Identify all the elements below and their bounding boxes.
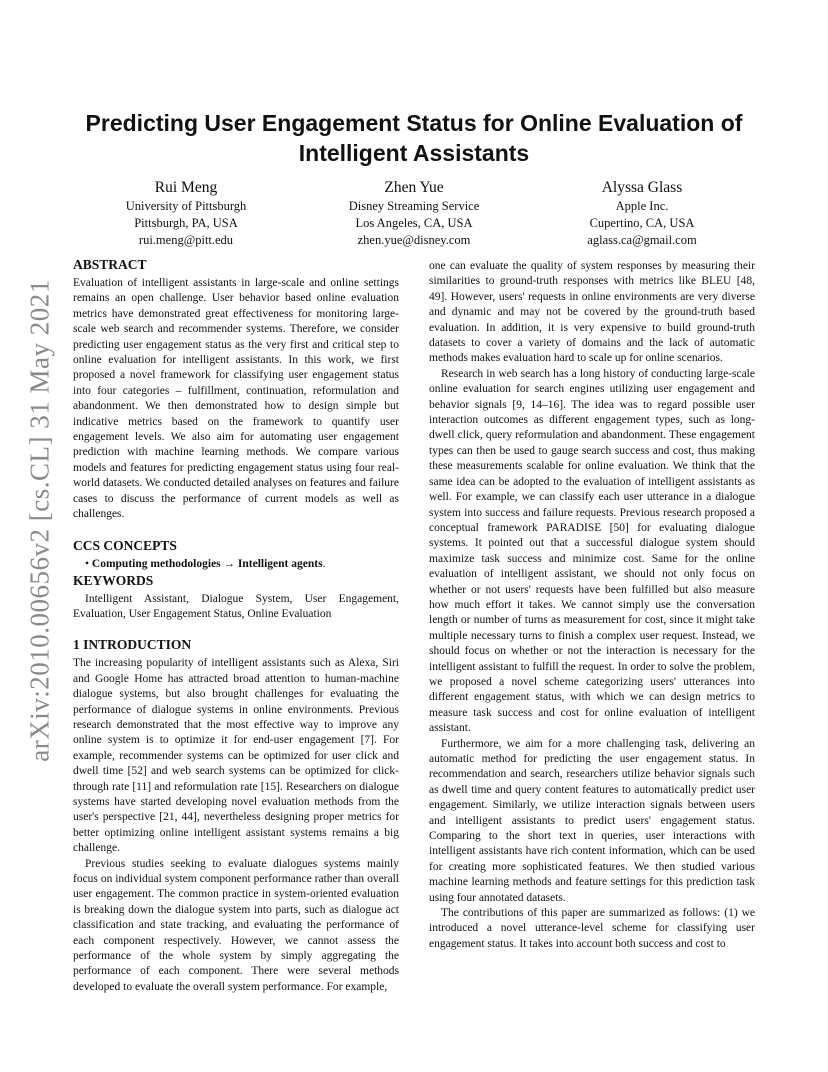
author-name: Alyssa Glass	[601, 179, 683, 196]
left-column	[73, 256, 399, 995]
right-paragraph-2: Research in web search has a long history of conducting large-scale online evaluation for search engines utilizing user engagement and behavior signals [9, 14–16]. The idea was to regard possible user interaction outcomes as different engagement types, such as long-dwell click, query reformulation and abandonment. These engagement types can then be used to gauge search success and cost, thus making these measurements scalable for online evaluation. We think that the same idea can be adopted to the evaluation of intelligent assistants as well. For example, we can classify each user utterance in a dialogue system into success and failure requests. Previous research proposed a conceptual framework PARADISE [50] for evaluating dialogue systems. It pointed out that a successful dialogue system should maximize task success and minimize cost. Same for the online evaluation of intelligent assistant, we should not only focus on whether or not users' requests have been fulfilled but also measure how much effort it takes. We cannot simply use the conversation length or number of turns as measurement for cost, since it might take multiple necessary turns to finish a complex user request. Instead, we should focus on whether or not the interaction is necessary for the intelligent assistant to fulfill the request. In order to solve the problem, we proposed a novel scheme categorizing users' utterances into different engagement status, with which we can design metrics to measure task success and cost for online evaluation of intelligent assistant.	[429, 367, 755, 735]
ccs-bullet: •	[85, 557, 90, 570]
author-3	[528, 178, 756, 249]
ccs-concepts-heading: CCS CONCEPTS	[73, 537, 177, 553]
keywords-text: Intelligent Assistant, Dialogue System, User Engagement, Evaluation, User Engagement Status, Online Evaluation	[73, 592, 399, 620]
introduction-paragraph-1: The increasing popularity of intelligent assistants such as Alexa, Siri and Google Home has attracted broad attention to human-machine dialogue systems, but also brought challenges for evaluating the performance of dialogue systems in online environments. Previous research demonstrated that the most effective way to improve any online system is to optimize it for end-user engagement [7]. For example, recommender systems can be optimized for user click and dwell time [52] and web search systems can be optimized for click-through rate [11] and reformulation rate [15]. Researchers on dialogue systems have started developing novel evaluation methods from the user's perspective [21, 44], nevertheless designing proper metrics for better optimizing online intelligent assistant systems remains a big challenge.	[73, 657, 399, 855]
author-location: Pittsburgh, PA, USA	[134, 216, 238, 230]
author-affiliation: Disney Streaming Service	[348, 199, 480, 213]
right-paragraph-4: The contributions of this paper are summarized as follows: (1) we introduced a novel utterance-level scheme for classifying user engagement status. It takes into account both success and cost to	[429, 907, 755, 950]
author-block	[72, 178, 756, 249]
arxiv-identifier-text: arXiv:2010.00656v2 [cs.CL] 31 May 2021	[24, 278, 55, 762]
right-paragraph-3: Furthermore, we aim for a more challenging task, delivering an automatic method for predicting the user engagement status. In recommendation and search, researchers utilize behavior signals such as dwell time and query content features to automatically predict user engagement. Similarly, we utilize interaction signals between users and intelligent assistants to predict users' engagement status. Comparing to the short text in queries, user interactions with intelligent assistants have rich content information, which can be used for creating more sophisticated features. We then studied various machine learning methods and feature settings for this prediction task using four annotated datasets.	[429, 737, 755, 904]
author-2	[300, 178, 528, 249]
introduction-paragraph-2: Previous studies seeking to evaluate dialogues systems mainly focus on individual system component performance rather than overall user engagement. The common practice in system-oriented evaluation is breaking down the dialogue system into parts, such as dialogue act classification and state tracking, and evaluating the performance of each component respectively. However, we cannot assess the performance of the whole system by simply aggregating the performance of each component. There were several methods developed to evaluate the overall system performance. For example,	[73, 857, 399, 993]
author-location: Los Angeles, CA, USA	[355, 216, 473, 230]
author-email: aglass.ca@gmail.com	[587, 233, 697, 247]
ccs-concept-end: .	[322, 557, 326, 570]
paper-title: Predicting User Engagement Status for Online Evaluation of Intelligent Assistants	[85, 110, 743, 166]
author-name: Zhen Yue	[384, 179, 444, 196]
arxiv-identifier-stamp	[22, 270, 58, 770]
author-affiliation: University of Pittsburgh	[125, 199, 247, 213]
author-location: Cupertino, CA, USA	[589, 216, 695, 230]
ccs-concept-path: Computing methodologies → Intelligent agents	[91, 557, 323, 570]
introduction-heading: 1 INTRODUCTION	[73, 637, 192, 653]
abstract-heading: ABSTRACT	[73, 257, 147, 272]
right-paragraph-1: one can evaluate the quality of system responses by measuring their similarities to ground-truth responses with metrics like BLEU [48, 49]. However, users' requests in online environments are very diverse and dynamic and may not be covered by the ground-truth based evaluation. In addition, it is very expensive to build ground-truth datasets to cover a variety of domains and the lack of automatic methods makes evaluation hard to scale up for online scenarios.	[429, 260, 755, 365]
right-column	[429, 259, 755, 952]
author-email: rui.meng@pitt.edu	[138, 233, 234, 247]
abstract-text: Evaluation of intelligent assistants in large-scale and online settings remains an open challenge. User behavior based online evaluation metrics have demonstrated great effectiveness for monitoring large-scale web search and recommender systems. Therefore, we consider predicting user engagement status as the very first and critical step to online evaluation for intelligent assistants. In this work, we first proposed a novel framework for classifying user engagement status into four categories – fulfillment, continuation, reformulation and abandonment. We then demonstrated how to design simple but indicative metrics based on the framework to quantify user engagement levels. We also aim for automating user engagement prediction with machine learning methods. We compare various models and features for predicting engagement status using four real-world datasets. We conducted detailed analyses on features and failure cases to discuss the performance of current models as well as challenges.	[73, 277, 399, 521]
author-1	[72, 178, 300, 249]
ccs-concept-item	[73, 557, 399, 572]
author-affiliation: Apple Inc.	[615, 199, 669, 213]
author-email: zhen.yue@disney.com	[357, 233, 471, 247]
keywords-heading: KEYWORDS	[73, 572, 154, 588]
author-name: Rui Meng	[154, 179, 218, 196]
